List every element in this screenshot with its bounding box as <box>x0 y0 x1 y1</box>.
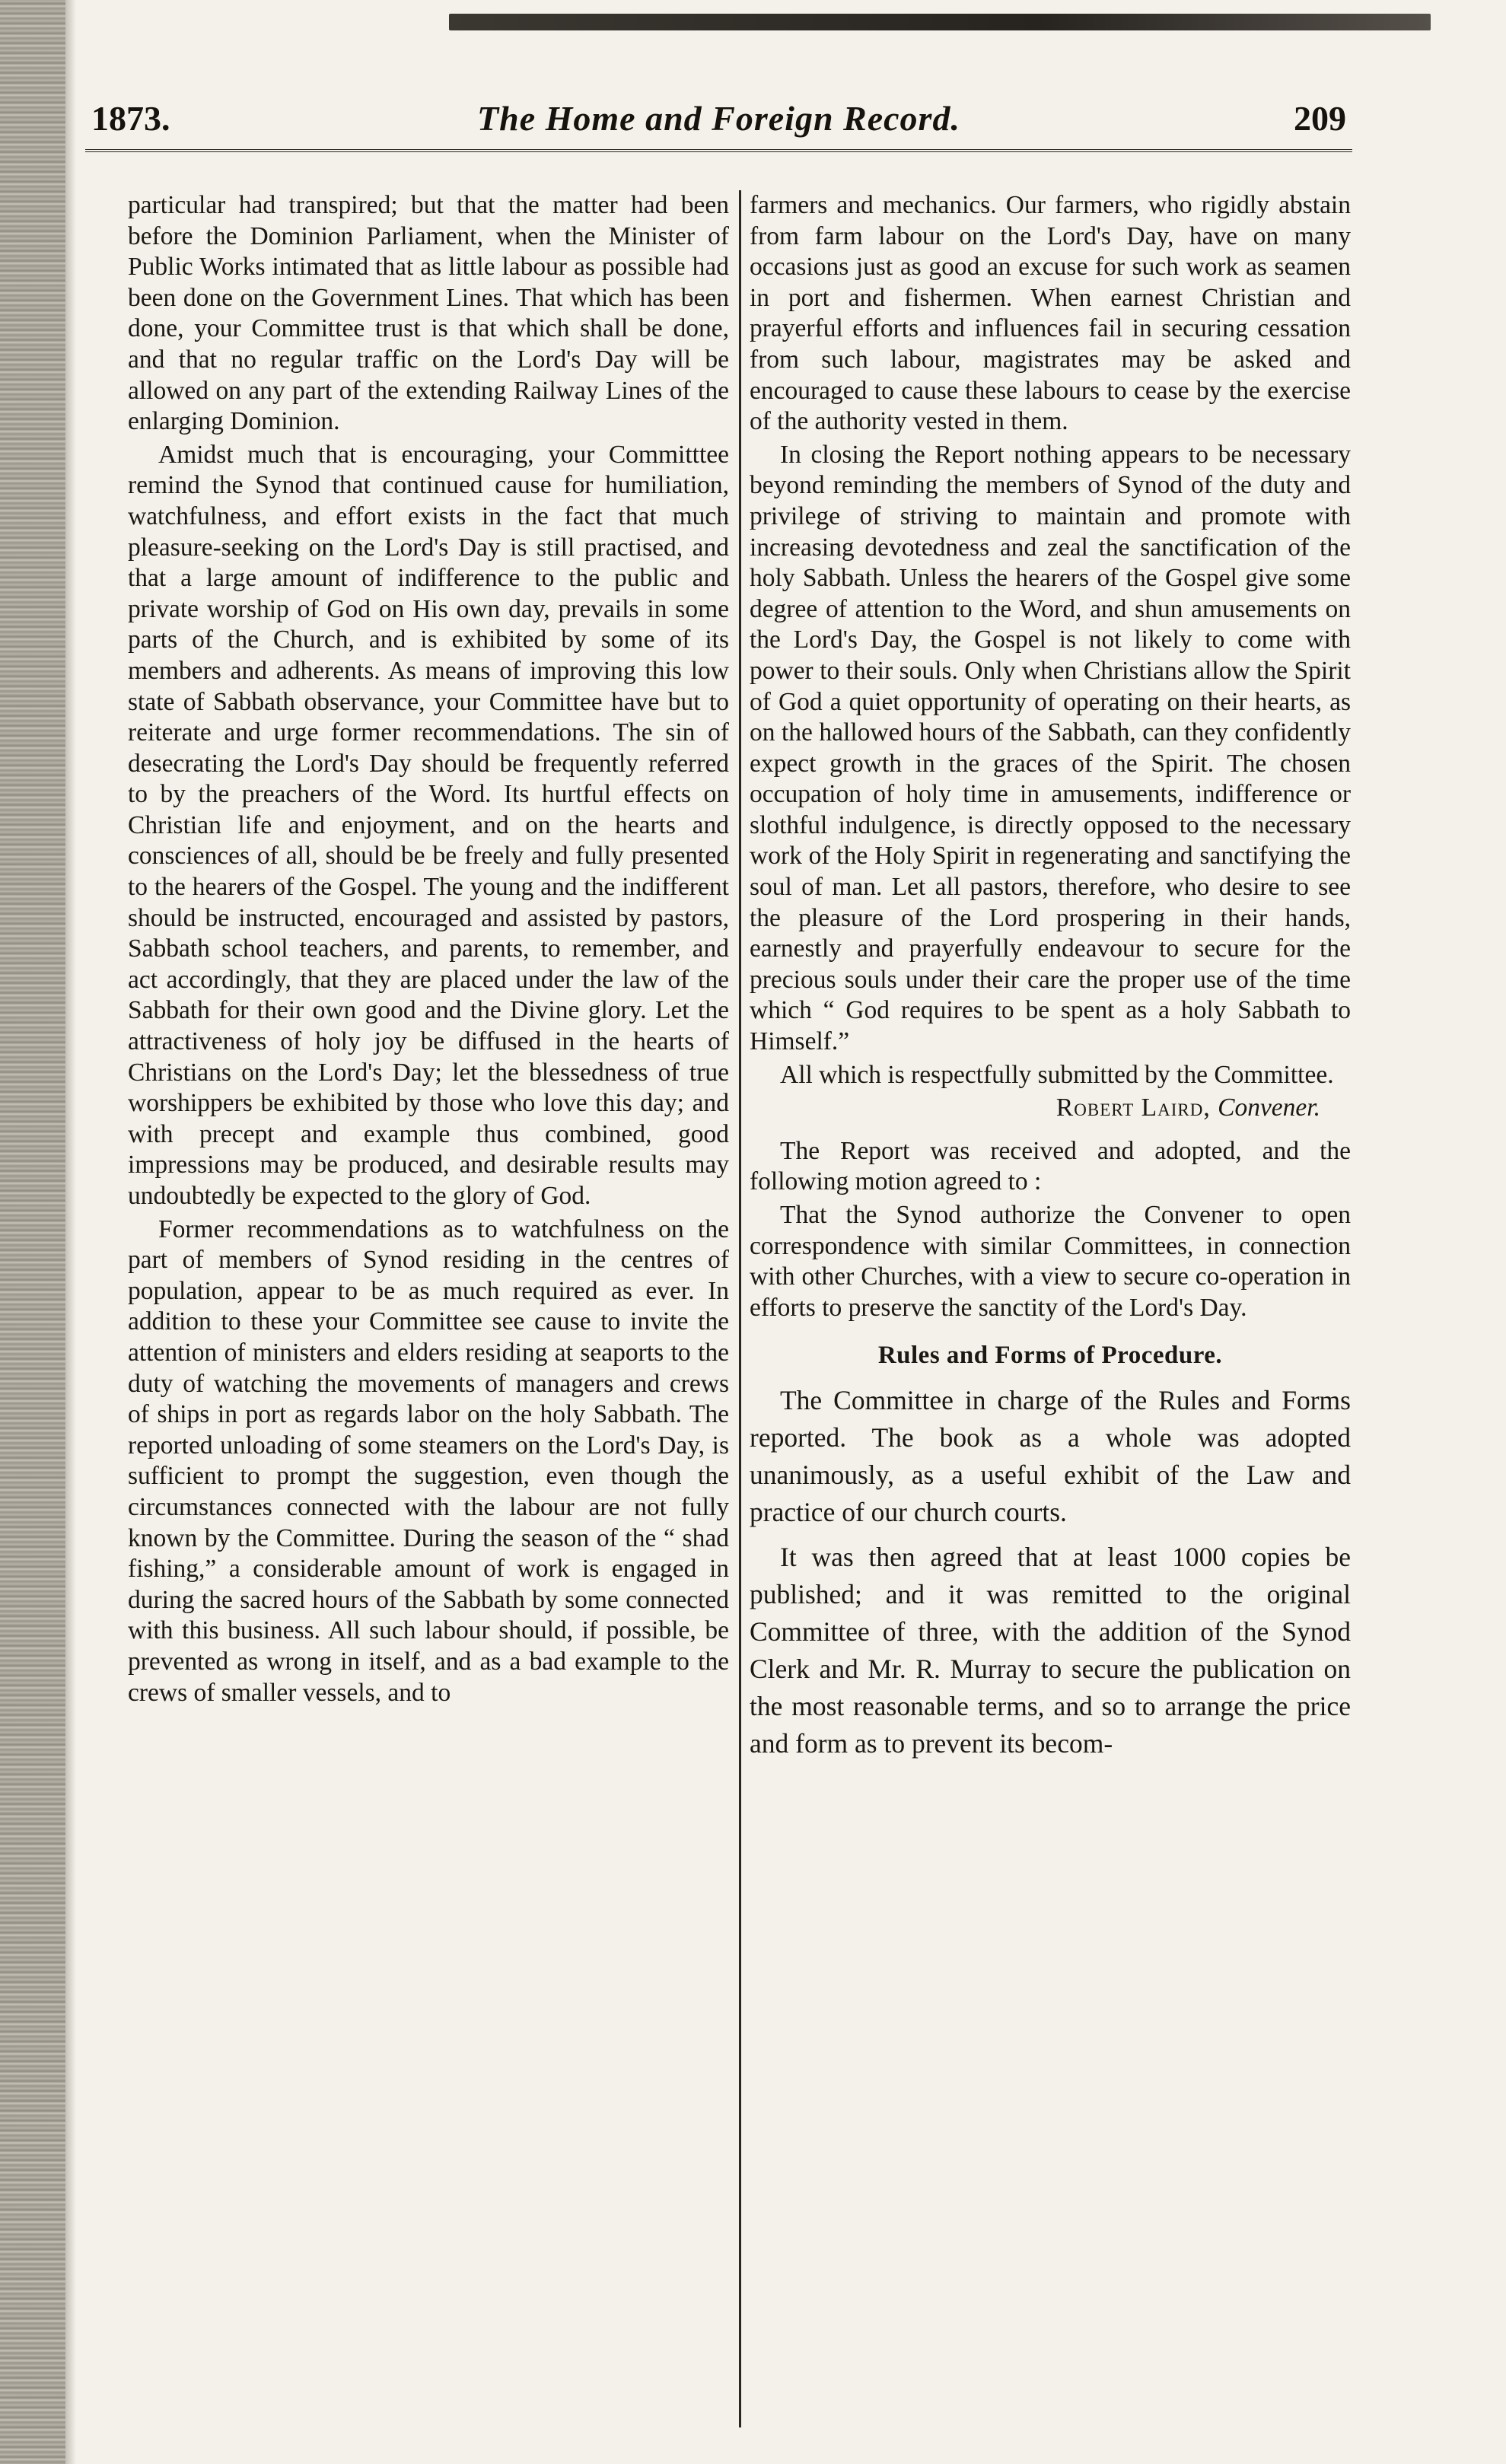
right-paragraph-4: The Report was received and adopted, and the following motion agreed to : <box>750 1136 1351 1196</box>
header-page-number: 209 <box>1294 99 1346 138</box>
left-column <box>128 190 729 2427</box>
right-paragraph-1: farmers and mechanics. Our farmers, who rigidly abstain from farm labour on the Lord's Day, have on many occasions just as good an excuse for such work as seamen in port and fishermen. When earnest Christian and prayerful efforts and influences fail in securing cessation from such labour, magistrates may be asked and encouraged to cause these labours to cease by the exercise of the authority vested in them. <box>750 191 1351 436</box>
right-paragraph-5: That the Synod authorize the Convener to open correspondence with similar Committees, in connection with other Churches, with a view to secure co-operation in efforts to preserve the sanctity of the Lord's Day. <box>750 1201 1351 1322</box>
column-divider <box>739 190 741 2427</box>
header-title: The Home and Foreign Record. <box>477 99 960 138</box>
right-paragraph-7: It was then agreed that at least 1000 copies be published; and it was remitted to the original Committee of three, with the addition of the Synod Clerk and Mr. R. Murray to secure the publication on the most reasonable terms, and so to arrange the price and form as to prevent its becom- <box>750 1541 1351 1759</box>
right-paragraph-2: In closing the Report nothing appears to be necessary beyond reminding the members of Synod of the duty and privilege of striving to maintain and promote with increasing devotedness and zeal the sanctification of the holy Sabbath. Unless the hearers of the Gospel give some degree of attention to the Word, and shun amusements on the Lord's Day, the Gospel is not likely to come with power to their souls. Only when Christians allow the Spirit of God a quiet opportunity of operating on their hearts, as on the hallowed hours of the Sabbath, can they confidently expect growth in the graces of the Spirit. The chosen occupation of holy time in amusements, indifference or slothful indulgence, is directly opposed to the necessary work of the Holy Spirit in regenerating and sanctifying the soul of man. Let all pastors, therefore, who desire to see the pleasure of the Lord prospering in their hands, earnestly and prayerfully endeavour to secure for the precious souls under their care the proper use of the time which “ God requires to be spent as a holy Sabbath to Himself.” <box>750 440 1351 1056</box>
top-border-rule <box>449 14 1431 30</box>
section-heading: Rules and Forms of Procedure. <box>877 1342 1223 1370</box>
report-signature <box>750 1093 1351 1124</box>
right-paragraph-3: All which is respectfully submitted by the Committee. <box>780 1060 1334 1089</box>
running-head <box>85 90 1352 152</box>
right-column <box>750 190 1351 2427</box>
signature-name: Robert Laird, <box>1055 1094 1211 1122</box>
signature-role: Convener. <box>1218 1094 1320 1122</box>
left-paragraph-3: Former recommendations as to watchfulness on the part of members of Synod residing in the centres of population, appear to be as much required as ever. In addition to these your Committee see cause to invite the attention of ministers and elders residing at seaports to the duty of watching the movements of managers and crews of ships in port as regards labor on the holy Sabbath. The reported unloading of some steamers on the Lord's Day, is sufficient to prompt the suggestion, even though the circumstances connected with the labour are not fully known by the Committee. During the season of the “ shad fishing,” a considerable amount of work is engaged in during the sacred hours of the Sabbath by some connected with this business. All such labour should, if possible, be prevented as wrong in itself, and as a bad example to the crews of smaller vessels, and to <box>128 1214 729 1707</box>
left-paragraph-2: Amidst much that is encouraging, your Committtee remind the Synod that continued cause for humiliation, watchfulness, and effort exists in the fact that much pleasure-seeking on the Lord's Day is still practised, and that a large amount of indifference to the public and private worship of God on His own day, prevails in some parts of the Church, and is exhibited by some of its members and adherents. As means of improving this low state of Sabbath observance, your Committee have but to reiterate and urge former recommendations. The sin of desecrating the Lord's Day should be frequently referred to by the preachers of the Word. Its hurtful effects on Christian life and enjoyment, and on the hearts and consciences of all, should be be freely and fully presented to the hearers of the Gospel. The young and the indifferent should be instructed, encouraged and assisted by pastors, Sabbath school teachers, and parents, to remember, and act accordingly, that they are placed under the law of the Sabbath for their own good and the Divine glory. Let the attractiveness of holy joy be diffused in the hearts of Christians on the Lord's Day; let the blessedness of true worshippers be exhibited by those who love this day; and with precept and example thus combined, good impressions may be produced, and desirable results may undoubtedly be expected to the glory of God. <box>128 440 729 1210</box>
scan-binding-edge <box>0 0 65 2464</box>
right-paragraph-6: The Committee in charge of the Rules and Forms reported. The book as a whole was adopted unanimously, as a useful exhibit of the Law and practice of our church courts. <box>750 1384 1351 1527</box>
header-year: 1873. <box>91 99 170 138</box>
left-paragraph-1: particular had transpired; but that the matter had been before the Dominion Parliament, when the Minister of Public Works intimated that as little labour as possible had been done on the Government Lines. That which has been done, your Committee trust is that which shall be done, and that no regular traffic on the Lord's Day will be allowed on any part of the extending Railway Lines of the enlarging Dominion. <box>128 191 729 436</box>
